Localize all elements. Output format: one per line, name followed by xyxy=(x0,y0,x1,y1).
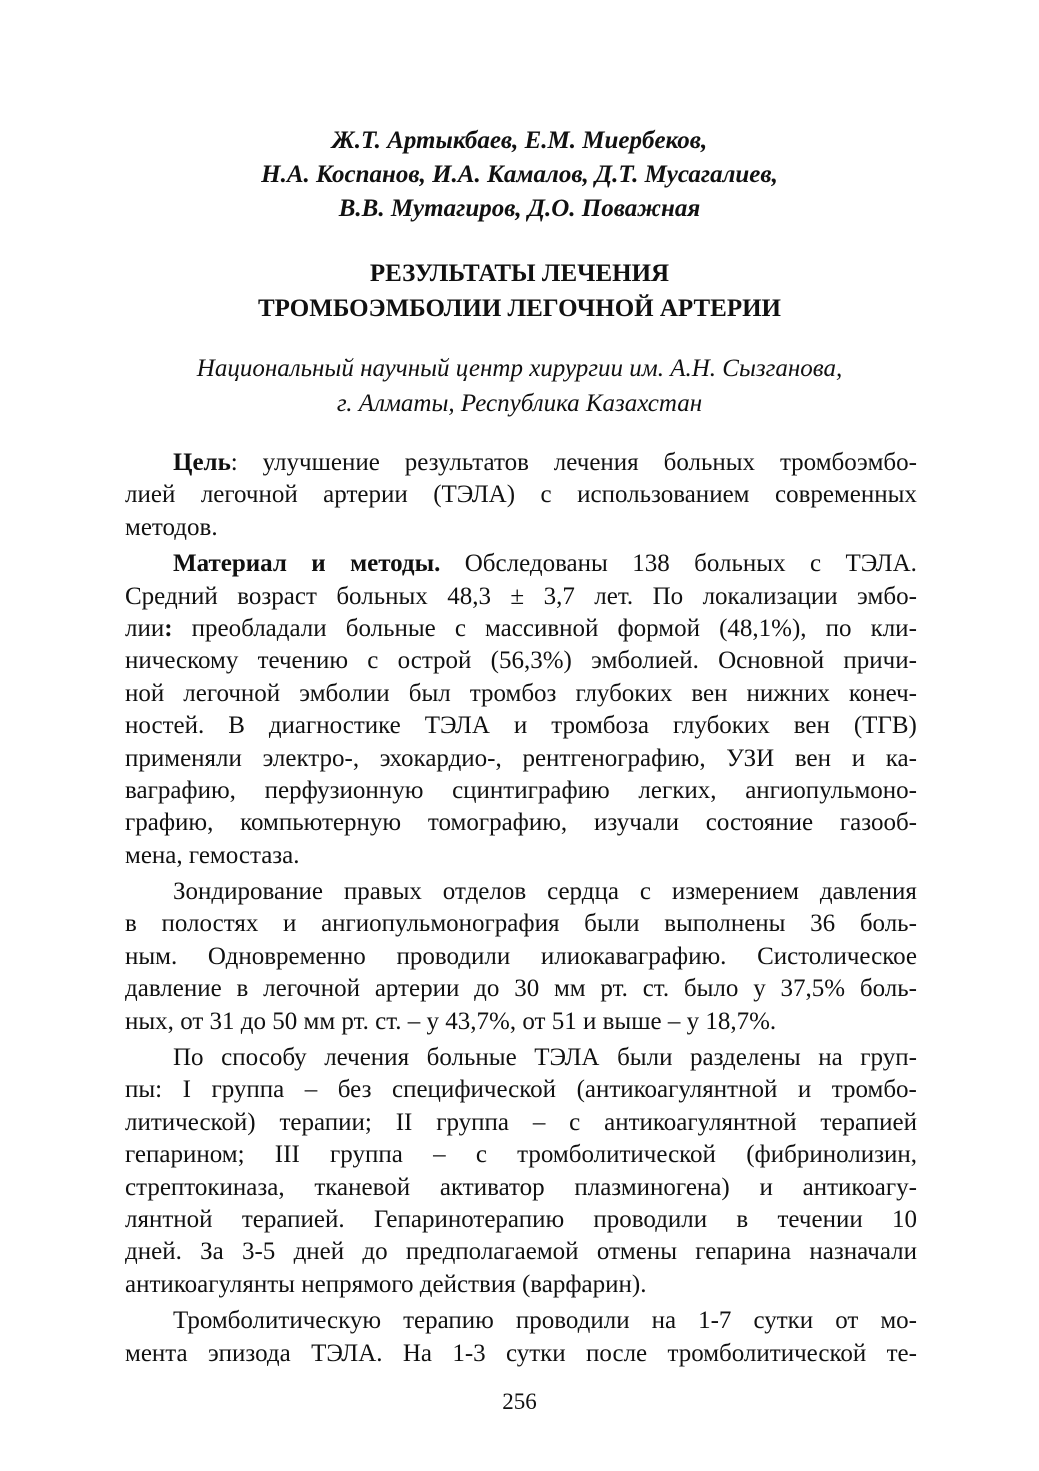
body-word: преобладали xyxy=(191,614,327,642)
body-word: те- xyxy=(886,1339,917,1367)
body-word: Обследованы xyxy=(464,550,608,578)
body-word: с xyxy=(639,878,651,906)
body-word: нижних xyxy=(746,679,830,707)
body-word: По xyxy=(652,582,684,610)
body-word: сутки xyxy=(505,1339,566,1367)
body-word: Систолическое xyxy=(757,942,917,970)
body-line xyxy=(125,807,917,839)
authors-line: В.В. Мутагиров, Д.О. Поважная xyxy=(338,195,701,222)
body-word: 138 xyxy=(632,550,670,578)
body-word: и xyxy=(797,1076,812,1104)
body-word: 1-3 xyxy=(452,1339,486,1367)
body-word: На xyxy=(402,1339,432,1367)
body-line xyxy=(125,1074,917,1106)
body-word: лией xyxy=(125,481,176,509)
body-word: без xyxy=(337,1076,372,1104)
body-word: кли- xyxy=(870,614,917,642)
body-word: ных, xyxy=(125,1007,174,1035)
body-word: тромбо- xyxy=(831,1076,917,1104)
body-word: 36 xyxy=(810,910,836,938)
body-word: измерением xyxy=(671,878,799,906)
body-word: больных xyxy=(336,582,428,610)
body-word: дней. xyxy=(125,1238,182,1266)
body-word: полостях xyxy=(161,910,259,938)
body-word: 37,5% xyxy=(780,975,846,1003)
body-word: II xyxy=(395,1108,413,1136)
body-word: сутки xyxy=(753,1307,814,1335)
body-word: в xyxy=(736,1205,749,1233)
body-word: терапией xyxy=(820,1108,917,1136)
authors-line: Ж.Т. Артыкбаев, Е.М. Миербеков, xyxy=(331,127,708,154)
body-word: применяли xyxy=(125,744,242,772)
body-word: предполагаемой xyxy=(405,1238,579,1266)
body-word: компьютерную xyxy=(240,809,402,837)
body-word: 10 xyxy=(891,1205,917,1233)
body-word: локализации xyxy=(702,582,838,610)
body-word: гемостаза. xyxy=(188,841,300,869)
body-line xyxy=(125,581,917,613)
body-word: ТЭЛА xyxy=(534,1044,600,1072)
body-word: были xyxy=(584,910,640,938)
body-word: массивной xyxy=(485,614,599,642)
body-word: острой xyxy=(397,647,472,675)
body-word-bold: Материал xyxy=(173,550,287,578)
body-word: течению xyxy=(257,647,349,675)
page-number: 256 xyxy=(502,1389,537,1414)
body-line xyxy=(125,548,917,580)
body-word: антикоагулянтной xyxy=(604,1108,797,1136)
body-line xyxy=(125,1338,917,1370)
body-word: боль- xyxy=(859,910,917,938)
authors-line: Н.А. Коспанов, И.А. Камалов, Д.Т. Мусагалиев, xyxy=(261,161,778,188)
body-word: 18,7%. xyxy=(705,1007,777,1035)
body-word: рт. xyxy=(600,975,628,1003)
body-word: 3-5 xyxy=(241,1238,276,1266)
body-word: специфической xyxy=(391,1076,557,1104)
body-word: конеч- xyxy=(848,679,917,707)
body-word: 1-7 xyxy=(698,1307,732,1335)
body-word: у xyxy=(753,975,766,1003)
body-word: ± xyxy=(510,582,525,610)
body-word: перфузионную xyxy=(264,776,424,804)
body-word: мена, xyxy=(125,841,183,869)
body-word: эмболией. xyxy=(591,647,699,675)
body-word: рентгенографию, xyxy=(522,744,706,772)
body-word: от xyxy=(180,1007,204,1035)
body-word: глубоких xyxy=(672,712,770,740)
body-line xyxy=(125,1107,917,1139)
body-word: ностей. xyxy=(125,712,205,740)
body-word: лечения xyxy=(324,1044,410,1072)
body-word: и xyxy=(513,712,528,740)
body-word: (антикоагулянтной xyxy=(576,1076,778,1104)
body-line xyxy=(125,1139,917,1171)
body-word: результатов xyxy=(404,449,529,476)
body-word: проводили xyxy=(515,1307,630,1335)
body-word: глубоких xyxy=(575,679,673,707)
body-word: III xyxy=(274,1141,300,1169)
body-word: груп- xyxy=(860,1044,917,1072)
body-line xyxy=(125,678,917,710)
body-word: течении xyxy=(777,1205,863,1233)
body-word: ангиопульмоно- xyxy=(745,776,917,804)
body-word: ка- xyxy=(885,744,917,772)
body-word: ст. xyxy=(375,1007,402,1035)
body-word: до xyxy=(240,1007,267,1035)
body-line xyxy=(125,645,917,677)
body-line xyxy=(125,973,917,1005)
body-word: выполнены xyxy=(664,910,786,938)
body-word: разделены xyxy=(690,1044,801,1072)
body-word: после xyxy=(585,1339,648,1367)
body-word: до xyxy=(474,975,500,1003)
body-word: Тромболитическую xyxy=(173,1307,382,1335)
body-word: проводили xyxy=(593,1205,708,1233)
body-word: За xyxy=(200,1238,224,1266)
body-word: плазминогена) xyxy=(574,1173,730,1201)
body-word: ТЭЛА xyxy=(424,712,490,740)
body-word: давление xyxy=(125,975,222,1003)
body-word: и xyxy=(759,1173,773,1201)
body-word: было xyxy=(683,975,739,1003)
body-word: группа xyxy=(211,1076,285,1104)
body-word: артерии xyxy=(323,481,408,509)
body-word: формой xyxy=(617,614,700,642)
body-word: – xyxy=(407,1007,421,1035)
body-word: отмены xyxy=(596,1238,678,1266)
body-word: литической) xyxy=(125,1108,256,1136)
body-line xyxy=(125,1305,917,1337)
body-word: томографию, xyxy=(427,809,568,837)
body-word: вен xyxy=(794,744,832,772)
body-word: давления xyxy=(819,878,917,906)
body-word: проводили xyxy=(396,942,511,970)
body-line xyxy=(125,1269,917,1301)
body-word: – xyxy=(433,1141,446,1169)
body-line xyxy=(125,876,917,908)
body-word: эхокардио-, xyxy=(379,744,502,772)
body-word: – xyxy=(304,1076,318,1104)
body-word: сцинтиграфию xyxy=(452,776,610,804)
body-word: дней xyxy=(293,1238,345,1266)
body-word: (56,3%) xyxy=(490,647,572,675)
body-word: мо- xyxy=(880,1307,917,1335)
body-word: непрямого xyxy=(301,1270,414,1298)
body-word: с xyxy=(367,647,379,675)
body-word: ст. xyxy=(642,975,670,1003)
body-word: ТЭЛА. xyxy=(845,550,917,578)
body-word: тромбоз xyxy=(469,679,557,707)
body-word: на xyxy=(818,1044,843,1072)
body-word: 31 xyxy=(209,1007,235,1035)
body-line xyxy=(125,941,917,973)
body-word: отделов xyxy=(442,878,527,906)
body-word: тромбоэмбо- xyxy=(779,449,917,476)
body-word: тканевой xyxy=(314,1173,411,1201)
body-word: легочной xyxy=(263,975,361,1003)
body-word: Одновременно xyxy=(207,942,366,970)
title-line: РЕЗУЛЬТАТЫ ЛЕЧЕНИЯ xyxy=(369,260,670,287)
body-word: от xyxy=(522,1007,546,1035)
body-word: правых xyxy=(343,878,422,906)
body-word: у xyxy=(686,1007,700,1035)
body-word: группа xyxy=(436,1108,509,1136)
body-line xyxy=(125,613,917,645)
body-word: с xyxy=(454,614,466,642)
body-word: от xyxy=(835,1307,859,1335)
article-body xyxy=(125,447,917,1370)
body-word: эпизода xyxy=(207,1339,291,1367)
body-word: Основной xyxy=(718,647,825,675)
body-word: 3,7 xyxy=(543,582,575,610)
body-word: и xyxy=(851,744,866,772)
authors-block xyxy=(0,124,1039,226)
body-word: мм xyxy=(303,1007,336,1035)
body-word: ангиопульмонография xyxy=(321,910,560,938)
body-word: ваграфию, xyxy=(125,776,236,804)
body-word: 48,3 xyxy=(447,582,491,610)
body-word: антикоагулянты xyxy=(125,1270,295,1298)
body-word: ной xyxy=(125,679,165,707)
body-word: легких, xyxy=(638,776,717,804)
body-line xyxy=(125,1006,917,1038)
affiliation-block xyxy=(0,351,1039,421)
body-line xyxy=(125,1236,917,1268)
body-word-bold: методы. xyxy=(350,550,441,578)
body-word: с xyxy=(475,1141,487,1169)
body-word: (варфарин). xyxy=(521,1270,647,1298)
body-word: артерии xyxy=(374,975,460,1003)
body-word: терапии; xyxy=(279,1108,372,1136)
body-word: электро-, xyxy=(262,744,360,772)
body-word: возраст xyxy=(237,582,317,610)
body-line xyxy=(125,479,917,511)
body-word: гепарином; xyxy=(125,1141,245,1169)
body-word: стрептокиназа, xyxy=(125,1173,285,1201)
body-line xyxy=(125,1172,917,1204)
body-word: выше xyxy=(602,1007,662,1035)
body-word: 50 xyxy=(272,1007,298,1035)
body-word: с xyxy=(540,481,552,509)
body-line xyxy=(125,710,917,742)
body-word: причи- xyxy=(843,647,917,675)
body-word: диагностике xyxy=(268,712,401,740)
body-word: По xyxy=(173,1044,204,1072)
body-word: лечения xyxy=(553,449,639,476)
body-word: эмбо- xyxy=(857,582,917,610)
body-word: действия xyxy=(419,1270,516,1298)
body-word: у xyxy=(426,1007,440,1035)
title-line: ТРОМБОЭМБОЛИИ ЛЕГОЧНОЙ АРТЕРИИ xyxy=(257,295,781,322)
body-word: больные xyxy=(345,614,436,642)
body-word: изучали xyxy=(593,809,679,837)
body-word: до xyxy=(362,1238,388,1266)
body-line xyxy=(125,908,917,940)
body-word: лет. xyxy=(594,582,634,610)
body-word: газооб- xyxy=(839,809,917,837)
body-word: Зондирование xyxy=(173,878,323,906)
body-word: был xyxy=(408,679,451,707)
body-word: тромболитической xyxy=(667,1339,867,1367)
body-word: боль- xyxy=(859,975,917,1003)
body-word: (ТГВ) xyxy=(853,712,917,740)
body-word: больные xyxy=(426,1044,517,1072)
body-word: вен xyxy=(793,712,830,740)
body-word: вен xyxy=(691,679,728,707)
body-word: улучшение xyxy=(262,449,380,476)
body-word: 51 xyxy=(551,1007,577,1035)
body-word: – xyxy=(532,1108,546,1136)
body-word: илиокаваграфию. xyxy=(540,942,727,970)
body-word: с xyxy=(569,1108,581,1136)
affiliation-line: Национальный научный центр хирургии им. А.Н. Сызганова, xyxy=(196,355,843,382)
body-word: рт. xyxy=(341,1007,369,1035)
body-word: в xyxy=(125,910,137,938)
body-word: в xyxy=(236,975,249,1003)
body-word: легочной xyxy=(183,679,281,707)
body-word-bold: лии: xyxy=(125,614,173,642)
body-word: легочной xyxy=(200,481,298,509)
body-word: эмболии xyxy=(299,679,390,707)
body-word: (фибринолизин, xyxy=(746,1141,917,1169)
body-word: по xyxy=(825,614,852,642)
body-word: тромбоза xyxy=(551,712,649,740)
body-line xyxy=(125,1042,917,1074)
body-word-bold: Цель: xyxy=(173,449,238,476)
body-line xyxy=(125,840,917,872)
body-word-bold: и xyxy=(311,550,326,578)
body-line xyxy=(125,743,917,775)
body-word: – xyxy=(667,1007,681,1035)
body-word: лянтной xyxy=(125,1205,213,1233)
body-word: способу xyxy=(221,1044,307,1072)
body-line xyxy=(125,447,917,479)
body-word: антикоагу- xyxy=(802,1173,917,1201)
body-word: методов. xyxy=(125,513,218,541)
body-line xyxy=(125,512,917,544)
body-word: терапию xyxy=(403,1307,494,1335)
body-word: больных xyxy=(694,550,786,578)
body-word: Гепаринотерапию xyxy=(373,1205,565,1233)
body-word: Средний xyxy=(125,582,218,610)
body-word: (ТЭЛА) xyxy=(433,481,516,509)
body-word: 43,7%, xyxy=(445,1007,517,1035)
body-word: современных xyxy=(774,481,917,509)
body-word: гепарина xyxy=(695,1238,792,1266)
body-word: В xyxy=(228,712,245,740)
body-word: сердца xyxy=(547,878,619,906)
body-word: группа xyxy=(330,1141,403,1169)
affiliation-line: г. Алматы, Республика Казахстан xyxy=(336,390,703,417)
body-word: графию, xyxy=(125,809,214,837)
body-word: 30 xyxy=(514,975,540,1003)
body-word: назначали xyxy=(809,1238,917,1266)
article-title xyxy=(0,256,1039,326)
body-word: ТЭЛА. xyxy=(311,1339,383,1367)
body-word: на xyxy=(651,1307,677,1335)
body-line xyxy=(125,775,917,807)
body-word: с xyxy=(809,550,822,578)
body-word: и xyxy=(283,910,297,938)
body-word: и xyxy=(582,1007,597,1035)
body-word: УЗИ xyxy=(726,744,775,772)
body-word: I xyxy=(182,1076,191,1104)
body-word: мента xyxy=(125,1339,188,1367)
body-word: использованием xyxy=(577,481,750,509)
body-word: тромболитической xyxy=(517,1141,716,1169)
body-word: ным. xyxy=(125,942,178,970)
body-word: ническому xyxy=(125,647,239,675)
body-line xyxy=(125,1204,917,1236)
body-word: были xyxy=(617,1044,673,1072)
body-word: больных xyxy=(663,449,756,476)
body-word: (48,1%), xyxy=(719,614,807,642)
body-word: мм xyxy=(553,975,586,1003)
body-word: пы: xyxy=(125,1076,163,1104)
body-word: терапией. xyxy=(241,1205,345,1233)
body-word: активатор xyxy=(439,1173,545,1201)
body-word: состояние xyxy=(705,809,814,837)
